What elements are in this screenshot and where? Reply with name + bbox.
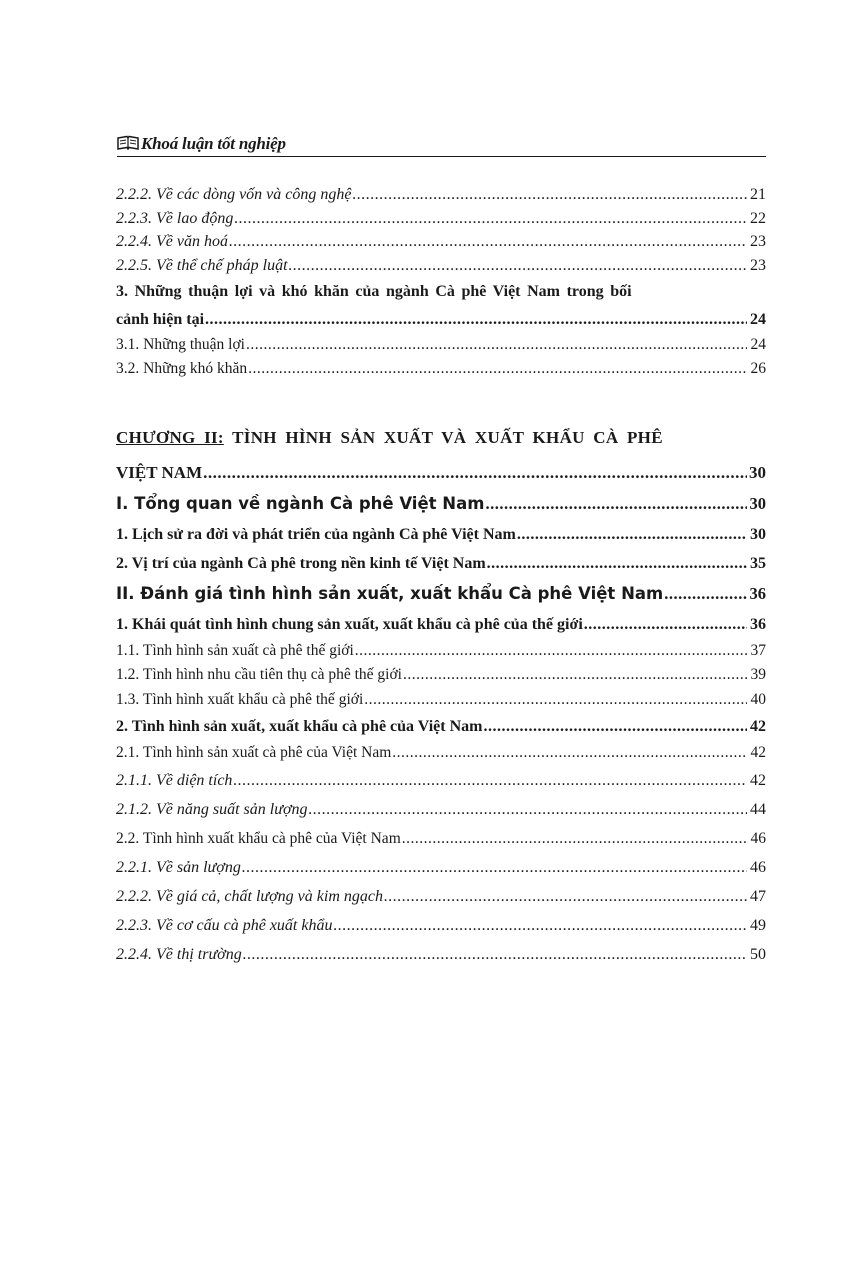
dot-leader	[203, 458, 747, 488]
dot-leader	[229, 230, 747, 254]
toc-entry-label: II. Đánh giá tình hình sản xuất, xuất khẩu Cà phê Việt Nam	[116, 583, 664, 603]
toc-entry-page: 21	[750, 186, 766, 203]
dot-leader	[243, 940, 747, 969]
toc-entry-label: 2.2.1. Về sản lượng	[116, 858, 241, 876]
toc-entry-page: 26	[750, 360, 766, 378]
toc-entry-page: 30	[749, 462, 766, 482]
dot-leader	[333, 911, 747, 940]
toc-entry-page: 23	[750, 257, 766, 275]
toc-entry-page: 50	[750, 945, 766, 963]
toc-entry[interactable]	[116, 766, 766, 795]
toc-entry-page: 24	[750, 310, 766, 328]
dot-leader	[242, 853, 747, 882]
dot-leader	[248, 357, 747, 382]
toc-entry-page: 40	[750, 690, 766, 708]
toc-entry-label: 2.2.3. Về lao động	[116, 209, 234, 227]
toc-entry-label: 1. Lịch sử ra đời và phát triển của ngành Cà phê Việt Nam	[116, 525, 516, 543]
toc-entry[interactable]	[116, 183, 766, 207]
toc-entry-label: 2.2.4. Về văn hoá	[116, 233, 228, 251]
book-icon	[117, 135, 139, 156]
dot-leader	[289, 254, 747, 278]
toc-entry-label: 1.3. Tình hình xuất khẩu cà phê thế giới	[116, 690, 364, 708]
chapter-prefix: CHƯƠNG II:	[116, 427, 224, 447]
toc-entry[interactable]	[116, 940, 766, 969]
toc-entry-label: 2.2.2. Về giá cả, chất lượng và kim ngạch	[116, 887, 383, 905]
dot-leader	[308, 795, 747, 824]
toc-entry-wrapped[interactable]	[116, 278, 766, 333]
toc-entry-label: 1.1. Tình hình sản xuất cà phê thế giới	[116, 641, 354, 659]
toc-entry-label: 2.2.4. Về thị trường	[116, 945, 242, 963]
toc-entry-label: 3.1. Những thuận lợi	[116, 335, 245, 353]
dot-leader	[234, 207, 747, 231]
toc-entry-label: 2.1. Tình hình sản xuất cà phê của Việt Nam	[116, 744, 392, 762]
dot-leader	[403, 663, 747, 688]
toc-entry[interactable]	[116, 882, 766, 911]
toc-entry[interactable]	[116, 520, 766, 549]
toc-entry[interactable]	[116, 333, 766, 358]
dot-leader	[584, 610, 747, 639]
header-title: Khoá luận tốt nghiệp	[141, 134, 286, 153]
toc-entry-label: 3.2. Những khó khăn	[116, 360, 248, 378]
toc-entry-page: 23	[750, 233, 766, 251]
header-title-group	[117, 134, 286, 156]
dot-leader	[487, 549, 747, 578]
toc-entry-page: 46	[750, 858, 766, 876]
toc-section-major[interactable]	[116, 578, 766, 610]
toc-entry-label: 2.2.2. Về các dòng vốn và công nghệ	[116, 186, 352, 203]
toc-entry-page: 47	[750, 887, 766, 905]
dot-leader	[402, 824, 747, 853]
toc-entry-label: I. Tổng quan về ngành Cà phê Việt Nam	[116, 493, 485, 513]
toc-entry-label: 2.1.1. Về diện tích	[116, 771, 233, 789]
toc-entry-label: 2. Tình hình sản xuất, xuất khẩu cà phê của Việt Nam	[116, 718, 483, 736]
dot-leader	[364, 688, 747, 713]
dot-leader	[392, 741, 747, 766]
toc-entry[interactable]	[116, 741, 766, 766]
dot-leader	[384, 882, 747, 911]
toc-entry-page: 49	[750, 916, 766, 934]
toc-entry-label: 2.2.3. Về cơ cấu cà phê xuất khẩu	[116, 916, 333, 934]
toc-entry[interactable]	[116, 688, 766, 713]
toc-entry-label: 1.2. Tình hình nhu cầu tiên thụ cà phê thế giới	[116, 666, 402, 684]
toc-entry-page: 37	[750, 641, 766, 659]
toc-entry[interactable]	[116, 853, 766, 882]
toc-entry-page: 36	[749, 583, 766, 603]
toc-entry[interactable]	[116, 712, 766, 741]
toc-chapter[interactable]	[116, 418, 766, 488]
toc-entry[interactable]	[116, 230, 766, 254]
page-header	[117, 128, 766, 158]
toc-entry[interactable]	[116, 824, 766, 853]
dot-leader	[352, 183, 747, 207]
toc-entry-page: 30	[749, 493, 766, 513]
toc-entry-label: 2.1.2. Về năng suất sản lượng	[116, 800, 308, 818]
header-divider	[117, 156, 766, 157]
chapter-title-line1: TÌNH HÌNH SẢN XUẤT VÀ XUẤT KHẨU CÀ PHÊ	[232, 427, 663, 447]
toc-entry[interactable]	[116, 795, 766, 824]
dot-leader	[517, 520, 747, 549]
toc-entry-label-line2: cảnh hiện tại	[116, 310, 205, 328]
chapter-spacer	[116, 382, 766, 418]
dot-leader	[483, 712, 747, 741]
toc-entry-page: 39	[750, 666, 766, 684]
toc-entry-label: 2.2. Tình hình xuất khẩu cà phê của Việt Nam	[116, 829, 401, 847]
dot-leader	[355, 639, 747, 664]
toc-entry-page: 46	[750, 829, 766, 847]
dot-leader	[485, 488, 747, 520]
toc-entry-page: 30	[750, 525, 766, 543]
table-of-contents	[116, 183, 766, 969]
toc-entry-page: 36	[750, 615, 766, 633]
dot-leader	[233, 766, 747, 795]
toc-entry[interactable]	[116, 357, 766, 382]
toc-entry-label-line1: 3. Những thuận lợi và khó khăn của ngành Cà phê Việt Nam trong bối	[116, 282, 632, 300]
toc-entry[interactable]	[116, 549, 766, 578]
toc-entry-page: 22	[750, 209, 766, 227]
toc-entry-page: 24	[750, 335, 766, 353]
toc-entry[interactable]	[116, 911, 766, 940]
toc-entry[interactable]	[116, 639, 766, 664]
chapter-title-line2: VIỆT NAM	[116, 462, 203, 482]
toc-entry-label: 1. Khái quát tình hình chung sản xuất, xuất khẩu cà phê của thế giới	[116, 615, 583, 633]
toc-entry[interactable]	[116, 610, 766, 639]
dot-leader	[664, 578, 747, 610]
toc-entry[interactable]	[116, 254, 766, 278]
dot-leader	[246, 333, 747, 358]
toc-entry-page: 42	[750, 771, 766, 789]
toc-entry[interactable]	[116, 207, 766, 231]
toc-entry-page: 44	[750, 800, 766, 818]
toc-entry-label: 2.2.5. Về thể chế pháp luật	[116, 257, 288, 275]
dot-leader	[205, 306, 747, 333]
toc-entry-page: 42	[750, 718, 766, 736]
toc-entry-page: 42	[750, 744, 766, 762]
toc-entry-page: 35	[750, 554, 766, 572]
toc-section-major[interactable]	[116, 488, 766, 520]
toc-entry[interactable]	[116, 663, 766, 688]
toc-entry-label: 2. Vị trí của ngành Cà phê trong nền kinh tế Việt Nam	[116, 554, 486, 572]
